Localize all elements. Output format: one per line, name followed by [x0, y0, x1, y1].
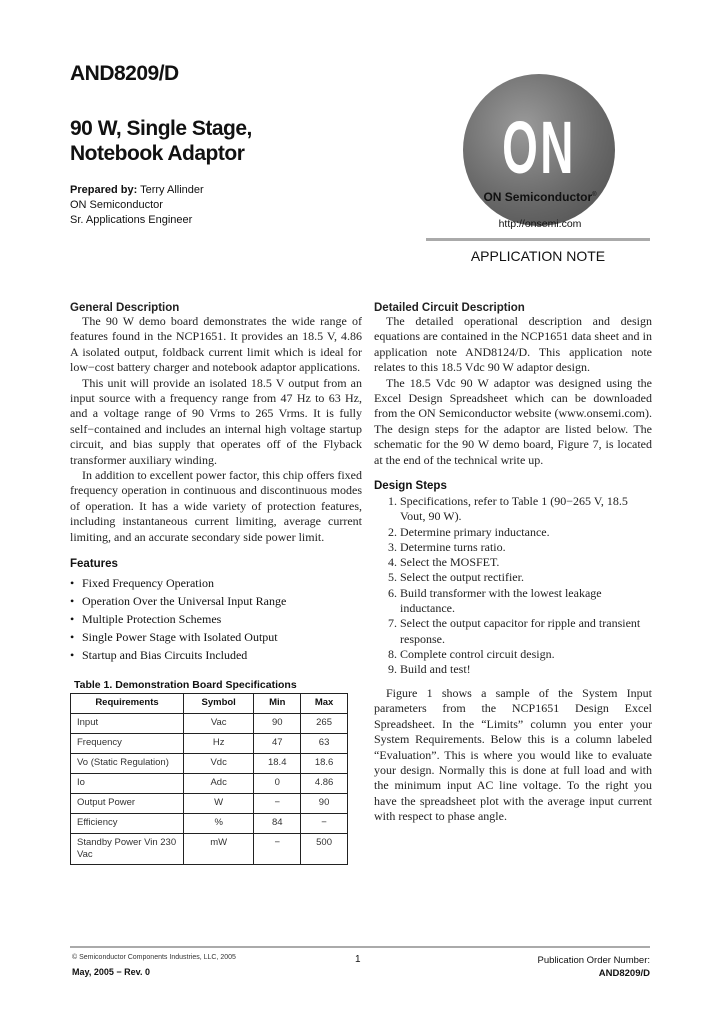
cell: Hz [184, 734, 254, 754]
cell: Vo (Static Regulation) [71, 754, 184, 774]
features-section [70, 558, 362, 664]
paragraph: The detailed operational description and design equations are contained in the NCP1651 data sheet and in application note AND8124/D. This application note relates to this 18.5 Vdc 90 W adaptor design. [374, 314, 652, 375]
prepared-label: Prepared by: [70, 184, 138, 196]
step-item: 3. Determine turns ratio. [400, 540, 652, 555]
column-header: Symbol [184, 694, 254, 714]
cell: 47 [254, 734, 301, 754]
design-steps [374, 480, 652, 678]
paragraph: Figure 1 shows a sample of the System Input parameters from the NCP1651 Design Excel Spreadsheet. In the “Limits” column you enter your System Requirements. Below this is a column labeled “Evaluation”. This is where you would like to evaluate your design. Normally this is done at full load and with the minimum input AC line voltage. To the right you have the spreadsheet plot with the average input current with respect to phase angle. [374, 686, 652, 824]
step-item: 8. Complete control circuit design. [400, 647, 652, 662]
pub-label: Publication Order Number: [537, 955, 650, 966]
registered-mark: ® [592, 192, 597, 198]
brand-name [430, 190, 650, 204]
cell: Io [71, 774, 184, 794]
page-title [70, 116, 252, 166]
cell: 84 [254, 814, 301, 834]
cell: 0 [254, 774, 301, 794]
cell: Output Power [71, 794, 184, 814]
author: Terry Allinder [140, 184, 204, 196]
cell: Adc [184, 774, 254, 794]
step-item: 9. Build and test! [400, 662, 652, 677]
cell: mW [184, 834, 254, 865]
step-item: 2. Determine primary inductance. [400, 525, 652, 540]
cell: − [254, 834, 301, 865]
page-number: 1 [355, 954, 361, 965]
brand-url[interactable]: http://onsemi.com [498, 218, 582, 230]
table-row [71, 754, 348, 774]
column-header: Min [254, 694, 301, 714]
doc-type: APPLICATION NOTE [470, 248, 606, 264]
step-item: 4. Select the MOSFET. [400, 555, 652, 570]
feature-item: • Multiple Protection Schemes [70, 610, 362, 628]
section-heading: Features [70, 558, 118, 570]
column-header: Requirements [71, 694, 184, 714]
cell: 18.6 [301, 754, 348, 774]
cell: % [184, 814, 254, 834]
table-row [71, 834, 348, 865]
cell: W [184, 794, 254, 814]
paragraph: This unit will provide an isolated 18.5 V output from an input source with a frequency range from 47 Hz to 63 Hz, and a voltage range of 90 Vrms to 265 Vrms. It is fully self−contained and includes an internal high voltage startup circuit, and bias supply that operates off of the Flyback transformer auxiliary winding. [70, 375, 362, 467]
document-number: AND8209/D [70, 62, 179, 85]
section-heading: General Description [70, 302, 180, 314]
table-row [71, 814, 348, 834]
figure-description [374, 686, 652, 825]
cell: − [301, 814, 348, 834]
cell: Frequency [71, 734, 184, 754]
paragraph: The 90 W demo board demonstrates the wide range of features found in the NCP1651. It provides an 18.5 V, 4.86 A isolated output, foldback current limit which is ideal for low−cost battery charger and notebook adaptor applications. [70, 314, 362, 375]
circuit-description [374, 302, 652, 468]
logo-text: ON [502, 106, 576, 189]
divider [426, 238, 650, 241]
cell: 4.86 [301, 774, 348, 794]
table-row [71, 774, 348, 794]
step-item: 1. Specifications, refer to Table 1 (90−265 V, 18.5 Vout, 90 W). [400, 494, 652, 525]
cell: 265 [301, 714, 348, 734]
paragraph: In addition to excellent power factor, this chip offers fixed frequency operation in continuous and discontinuous modes of operation. It has a wide variety of protection features, including instantaneous current limiting, average current limiting, and an accurate secondary side power limit. [70, 468, 362, 544]
cell: 90 [254, 714, 301, 734]
step-item: 5. Select the output rectifier. [400, 570, 652, 585]
cell: − [254, 794, 301, 814]
revision-date: May, 2005 − Rev. 0 [72, 967, 150, 977]
title-line-2: Notebook Adaptor [70, 142, 245, 165]
feature-item: • Fixed Frequency Operation [70, 574, 362, 592]
copyright: © Semiconductor Components Industries, LLC, 2005 [72, 954, 236, 961]
cell: Vdc [184, 754, 254, 774]
brand-text: ON Semiconductor [483, 190, 593, 204]
step-item: 7. Select the output capacitor for ripple and transient response. [400, 616, 652, 647]
cell: 18.4 [254, 754, 301, 774]
company: ON Semiconductor [70, 199, 163, 211]
table-row [71, 794, 348, 814]
table-row [71, 714, 348, 734]
table-row [71, 734, 348, 754]
cell: 90 [301, 794, 348, 814]
feature-item: • Startup and Bias Circuits Included [70, 646, 362, 664]
paragraph: The 18.5 Vdc 90 W adaptor was designed using the Excel Design Spreadsheet which can be downloaded from the ON Semiconductor website (www.onsemi.com). The design steps for the adaptor are listed below. The schematic for the 90 W demo board, Figure 7, is located at the end of the technical write up. [374, 375, 652, 467]
title-line-1: 90 W, Single Stage, [70, 117, 252, 140]
column-header: Max [301, 694, 348, 714]
author-block [70, 183, 204, 228]
cell: Standby Power Vin 230 Vac [71, 834, 184, 865]
table-header-row [71, 694, 348, 714]
pub-number: AND8209/D [598, 968, 650, 979]
section-heading: Design Steps [374, 480, 447, 492]
cell: 500 [301, 834, 348, 865]
footer-divider [70, 946, 650, 948]
general-description [70, 302, 362, 545]
cell: Input [71, 714, 184, 734]
publication-number [480, 954, 650, 980]
cell: Efficiency [71, 814, 184, 834]
table-title: Table 1. Demonstration Board Specifications [74, 679, 297, 691]
feature-item: • Single Power Stage with Isolated Output [70, 628, 362, 646]
cell: Vac [184, 714, 254, 734]
cell: 63 [301, 734, 348, 754]
spec-table [70, 693, 348, 865]
role: Sr. Applications Engineer [70, 214, 193, 226]
feature-item: • Operation Over the Universal Input Range [70, 592, 362, 610]
step-item: 6. Build transformer with the lowest leakage inductance. [400, 586, 652, 617]
section-heading: Detailed Circuit Description [374, 302, 525, 314]
